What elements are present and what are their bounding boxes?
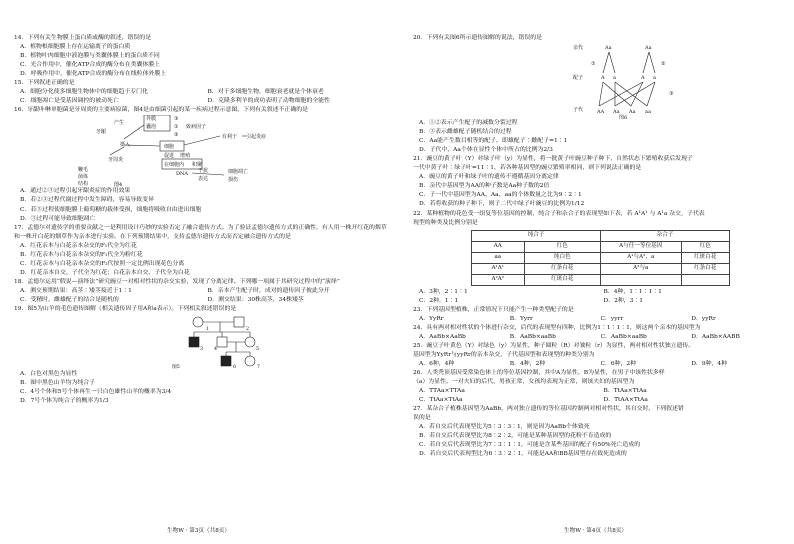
fig6-label: a [653, 75, 656, 82]
fig4-label: 鞭毛 [78, 167, 89, 174]
question-21 [413, 155, 782, 209]
option: D．2种，3∶1 [603, 297, 644, 304]
option: A．豌豆的黄子叶和绿子叶的遗传不遵循基因分离定律 [419, 174, 559, 181]
table-cell: 红色 [681, 241, 729, 252]
option: A．①②表示产生配子的减数分裂过程 [419, 120, 518, 127]
option: A．6种，4种 [419, 360, 455, 367]
pedigree-num: 2 [246, 327, 250, 333]
fig6-line [615, 82, 647, 106]
option: C．2种，1∶1 [419, 297, 459, 304]
table-row [472, 274, 730, 285]
option: C．红花亲本与白花亲本杂交的F₂代按照一定比例出现花色分离 [20, 260, 185, 267]
question-26 [413, 369, 782, 405]
pedigree-male-3 [189, 337, 199, 347]
option: A．白色对黑色为显性 [20, 371, 78, 378]
option: C．光合作用中，催化ATP合成的酶分布在类囊体膜上 [20, 62, 161, 69]
fig6-label: ② [661, 61, 666, 68]
question-stem: 24．具有两对相对性状的个体进行杂交，后代的表现型有四种，比例为1∶1∶1∶1，则这两个亲本的基因型为 [413, 324, 701, 331]
fig4-label: 囊泡 [146, 124, 157, 131]
figure-5-caption: 图5 [172, 365, 180, 371]
table-cell: A²A² [472, 274, 525, 285]
fig6-line [649, 52, 655, 73]
question-stem: 25．豌豆子叶黄色（Y）对绿色（y）为显性，种子圆粒（R）对皱粒（r）为显性，两对相对性状独立遗传。 [413, 342, 695, 349]
fig6-line [603, 52, 609, 73]
question-15 [14, 79, 389, 106]
fig6-line [647, 82, 655, 106]
figure-4-diagram [14, 115, 389, 187]
option: D．yyRr [691, 315, 716, 322]
option: B．红花亲本与白花亲本杂交的F₁代全为粉红花 [20, 251, 143, 258]
table-cell: A²与a [601, 263, 682, 274]
question-stem: 22．某种植物的花色受一组复等位基因的控制，纯合子和杂合子的表现型如下表，若 A¹A¹ 与 A¹a 杂交，子代表 [413, 210, 705, 217]
figure-5-pedigree [14, 314, 389, 370]
fig6-label: ① [591, 61, 596, 68]
question-stem: 20．下列有关图6所示遗传图解的说法，错误的是 [413, 35, 543, 41]
question-stem: 14．下列有关生物膜上蛋白质或酶的叙述，错误的是 [14, 35, 152, 41]
option: B．4种，2种 [509, 360, 546, 367]
option: A．植物根细胞膜上存在运输离子的蛋白质 [20, 44, 131, 51]
fig4-label: 结构 [78, 181, 89, 188]
table-cell: 纯白色 [524, 252, 600, 263]
option: C．6种，2种 [600, 360, 637, 367]
table-cell: 红斑白花 [524, 274, 600, 285]
question-stem: 现型的种类及比例分别是 [413, 219, 478, 226]
option: D．若将收获的种子种下，则子二代中绿子叶豌豆的比例为1/12 [419, 201, 585, 208]
genotype-table [471, 230, 730, 286]
pedigree-num: 5 [256, 347, 260, 353]
table-cell: 红色 [524, 241, 600, 252]
figure-4 [14, 115, 389, 187]
fig4-label: 致病因子 [186, 124, 207, 131]
fig6-label: 亲代 [573, 45, 584, 52]
fig4-label: 牙龈 [96, 129, 107, 136]
question-23 [413, 306, 782, 324]
fig6-line [599, 82, 603, 106]
pedigree-female-5 [245, 337, 255, 347]
pedigree-male-6 [221, 356, 231, 366]
pedigree-male-4 [217, 337, 227, 347]
fig6-label: ③ [669, 91, 674, 98]
fig4-label: 引起炎症 [246, 134, 267, 141]
pedigree-num: 7 [257, 365, 261, 371]
option: D．呼吸作用中，催化ATP合成的酶分布在线粒体外膜上 [20, 71, 167, 78]
table-row [472, 241, 730, 252]
question-stem: 基因型为YyRr与yyRr的亲本杂交，子代基因型和表现型的种类分别为 [413, 351, 595, 358]
fig4-label: 细胞 [164, 144, 175, 151]
option: C．TtAa×TtAa [419, 397, 463, 404]
fig4-label: 积聚 [192, 162, 203, 169]
pedigree-num: 4 [214, 347, 218, 353]
question-stem: 19．图5为山羊的毛色遗传图解（相关遗传因子用A和a表示）。下列相关叙述错误的是 [14, 306, 237, 313]
option: C．子一代中基因型为AA、Aa、aa的个体数量之比为9∶2∶1 [419, 192, 582, 199]
option: D．③过程可能导致细胞凋亡 [20, 215, 96, 222]
fig4-label: 细胞凋亡 [228, 169, 249, 176]
table-cell [601, 274, 682, 285]
question-19 [14, 305, 389, 406]
option: B．亲本产生配子时，成对的遗传因子彼此分开 [207, 287, 330, 294]
fig4-label: 促进 [164, 153, 175, 160]
option: B．对于多细胞生物，细胞衰老就是个体衰老 [207, 89, 324, 96]
option: B．TtAa×TtAa [603, 388, 647, 395]
fig6-label: aa [645, 109, 651, 116]
fig4-label: 菌体 [78, 174, 89, 181]
fig4-label: DNA [176, 171, 188, 178]
table-cell: aa [472, 252, 525, 263]
fig6-label: 子代 [573, 107, 584, 114]
question-22 [413, 210, 782, 306]
table-row [472, 263, 730, 274]
table-header: 杂合子 [601, 230, 730, 241]
option: D．9种，4种 [691, 360, 728, 367]
fig4-label: ③ [174, 116, 179, 123]
fig4-label: 牙周炎 [108, 157, 124, 164]
figure-6-caption: 图6 [619, 115, 628, 120]
option: C．若自交后代表现型比为7∶3∶1∶1，可能是含某些基因的配子有50%死亡造成的 [419, 442, 641, 449]
question-stem: 27．某杂合子植株基因型为AaBb，两对独立遗传的等位基因控制两对相对性状，其自交时，下列叙述错 [413, 406, 684, 413]
option: D．红花亲本自交，子代全为红花；白花亲本自交，子代全为白花 [20, 269, 190, 276]
question-stem: 21．豌豆的黄子叶（Y）对绿子叶（y）为显性，将一批黄子叶豌豆种子种下，自然状态下繁殖收获后发现子 [413, 156, 693, 163]
figure-6 [413, 43, 782, 119]
fig4-label: 干扰 [198, 168, 209, 175]
table-cell: 红条白花 [524, 263, 600, 274]
question-stem: 18．孟德尔运用“假说—演绎法”研究豌豆一对相对性状的杂交实验，发现了分离定律。下列哪一项属于其研究过程中的“演绎” [14, 278, 340, 285]
option: A．通过②③过程引起牙龈炎症的作用效果 [20, 188, 131, 195]
question-stem: 一代中黄子叶∶绿子叶=11∶1，若各种基因型的豌豆繁殖率相同，则下列说法正确的是 [413, 165, 642, 172]
question-17 [14, 224, 389, 278]
option: A．TTAa×TTAa [419, 388, 465, 395]
fig6-label: Aa [613, 109, 620, 116]
option: D．AaBb×AABB [691, 333, 740, 340]
pedigree-female-1 [193, 317, 203, 327]
option: A．AaBb×AaBb [419, 333, 466, 340]
fig4-label: 摄入 [120, 142, 131, 149]
fig4-arrow [184, 136, 220, 145]
pedigree-num: 6 [233, 365, 237, 371]
question-16 [14, 106, 389, 223]
fig4-arrow [110, 147, 124, 155]
fig4-label: ② [174, 132, 179, 139]
fig6-label: Aa [605, 45, 612, 52]
fig6-label: 配子 [573, 75, 584, 82]
option: A．测交预期结果：高茎∶矮茎接近于1∶1 [20, 287, 132, 294]
pedigree-female-7 [245, 356, 255, 366]
question-stem: 23．下列基因型植株，正常情况下只能产生一种类型配子的是 [413, 306, 574, 313]
question-stem: 16．牙龈卟啉单胞菌是牙周炎的主要病原菌，图4是由细菌引起的某一疾病过程示意图。下列有关叙述不正确的是 [14, 107, 308, 114]
fig6-line [643, 52, 649, 73]
fig4-label: ① [174, 124, 179, 131]
option: D．克隆多利羊的成功表明了动物细胞的全能性 [207, 98, 331, 105]
fig6-line [603, 82, 631, 106]
option: C．受精时，雌雄配子的结合是随机的 [20, 296, 119, 303]
option: D．7号个体为纯合子的概率为1/3 [20, 398, 109, 405]
fig4-arrow [124, 125, 144, 139]
option: B．亲代中基因型为AA的种子数是Aa种子数的2倍 [419, 183, 550, 190]
pedigree-num: 3 [200, 347, 204, 353]
fig4-label: 产生 [114, 120, 125, 127]
fig6-label: A [641, 75, 645, 82]
pedigree-male-2 [234, 317, 244, 327]
fig6-label: Aa [629, 109, 636, 116]
option: A．细胞分化使多细胞生物体中的细胞趋于专门化 [20, 89, 148, 96]
option: A．红花亲本与白花亲本杂交的F₁代全为红花 [20, 242, 137, 249]
table-cell: A¹A¹ [472, 263, 525, 274]
figure-6-diagram [413, 43, 782, 119]
option: A．3种，2∶1∶1 [419, 288, 468, 295]
figure-5 [14, 314, 389, 370]
table-cell: AA [472, 241, 525, 252]
option: C．yyrr [600, 315, 624, 322]
option: B．若②③过程代谢过程中发生障碍，容易导致变异 [20, 197, 154, 204]
question-20 [413, 34, 782, 155]
fig4-label: 损伤 [228, 177, 239, 184]
option: D．TtAA×TtAa [603, 397, 648, 404]
option: D．若自交后代表现型比为6∶3∶2∶1，可能是AA和BB基因型存在致死造成的 [419, 451, 627, 458]
option: B．AaBb×aaBb [509, 333, 556, 340]
question-stem: 15．下列叙述正确的是 [14, 80, 75, 87]
pedigree-num: 1 [206, 327, 210, 333]
question-stem: 误的是 [413, 415, 431, 422]
option: B．植物叶肉细胞中液泡膜与类囊体膜上的蛋白质不同 [20, 53, 160, 60]
table-cell: A¹与A²、a [601, 252, 682, 263]
table-cell: 红斑白花 [681, 252, 729, 263]
option: C．4号个体和5号个体再生一只白色雄性山羊的概率为3/4 [20, 389, 172, 396]
table-row [472, 252, 730, 263]
option: A．YyRr [419, 315, 444, 322]
option: A．若自交后代表现型比为5∶3∶3∶1，则是因为AaBb个体致死 [419, 424, 590, 431]
fig6-line [609, 52, 615, 73]
option: C．细胞凋亡是受基因调控的被动死亡 [20, 98, 119, 105]
fig4-label: 表达 [198, 176, 209, 183]
question-14 [14, 34, 389, 79]
option: B．若自交后代表现型比为8∶2∶2，可能是某种基因型的花粉不育造成的 [419, 433, 612, 440]
fig4-label: 增殖 [180, 153, 191, 160]
fig6-label: a [613, 75, 616, 82]
option: B．Yyrr [509, 315, 533, 322]
option: B．③表示雌雄配子随机结合的过程 [419, 129, 512, 136]
figure-4-caption: 图4 [114, 182, 123, 188]
fig6-label: Aa [645, 45, 652, 52]
option: C．若③过程使细胞膜上葡萄糖的载体受损，细胞将吸收自由进出细胞 [20, 206, 202, 213]
table-cell [681, 274, 729, 285]
fig4-label: 在细胞内 [164, 162, 185, 169]
fig6-label: AA [597, 109, 605, 116]
question-stem: （a）为显性。一对夫妇的后代，男孩正常，女孩均表现为正常，则该夫妇的基因型为 [413, 379, 635, 386]
question-stem: 26．人类秃顶基因受常染色体上的等位基因控制，其中A为显性，B为显性，在男子中该性状多样 [413, 370, 665, 377]
fig4-label: 外膜 [146, 116, 157, 123]
option: B．图中黑色山羊均为纯合子 [20, 380, 96, 387]
question-stem: 17．孟德尔对遗传学的重要贡献之一是利用设计巧妙的实验否定了融合遗传方式。为了验证孟德尔遗传方式的正确性，有人用一株开红花的烟草和一株开白花的烟草作为亲本进行实验。在下列预期结果中，支持孟德尔遗传方式而否定融合遗传方式的是 [14, 224, 387, 240]
option: D．测交结果：30株高茎，34株矮茎 [207, 296, 304, 303]
option: B．4种，1∶1∶1∶1 [603, 288, 662, 295]
question-24 [413, 324, 782, 342]
option: D．子代中，Aa个体在显性个体中所占的比例为2/3 [419, 147, 553, 154]
fig4-label: 有利于 [222, 134, 238, 141]
table-cell: A与任一等位基因 [601, 241, 682, 252]
right-page [397, 0, 794, 544]
question-18 [14, 278, 389, 305]
table-header: 纯合子 [472, 230, 601, 241]
page-footer-right: 生物W · 第4页（共8页） [564, 528, 627, 534]
page-footer-left: 生物W · 第3页（共8页） [167, 528, 230, 534]
option: C．AaBb×aaBb [600, 333, 647, 340]
option: C．Aa能产生数目相等的配子，即雄配子∶雌配子=1∶1 [419, 138, 568, 145]
question-25 [413, 342, 782, 369]
table-cell: 红条白花 [681, 263, 729, 274]
question-27 [413, 405, 782, 459]
fig6-label: A [601, 75, 605, 82]
